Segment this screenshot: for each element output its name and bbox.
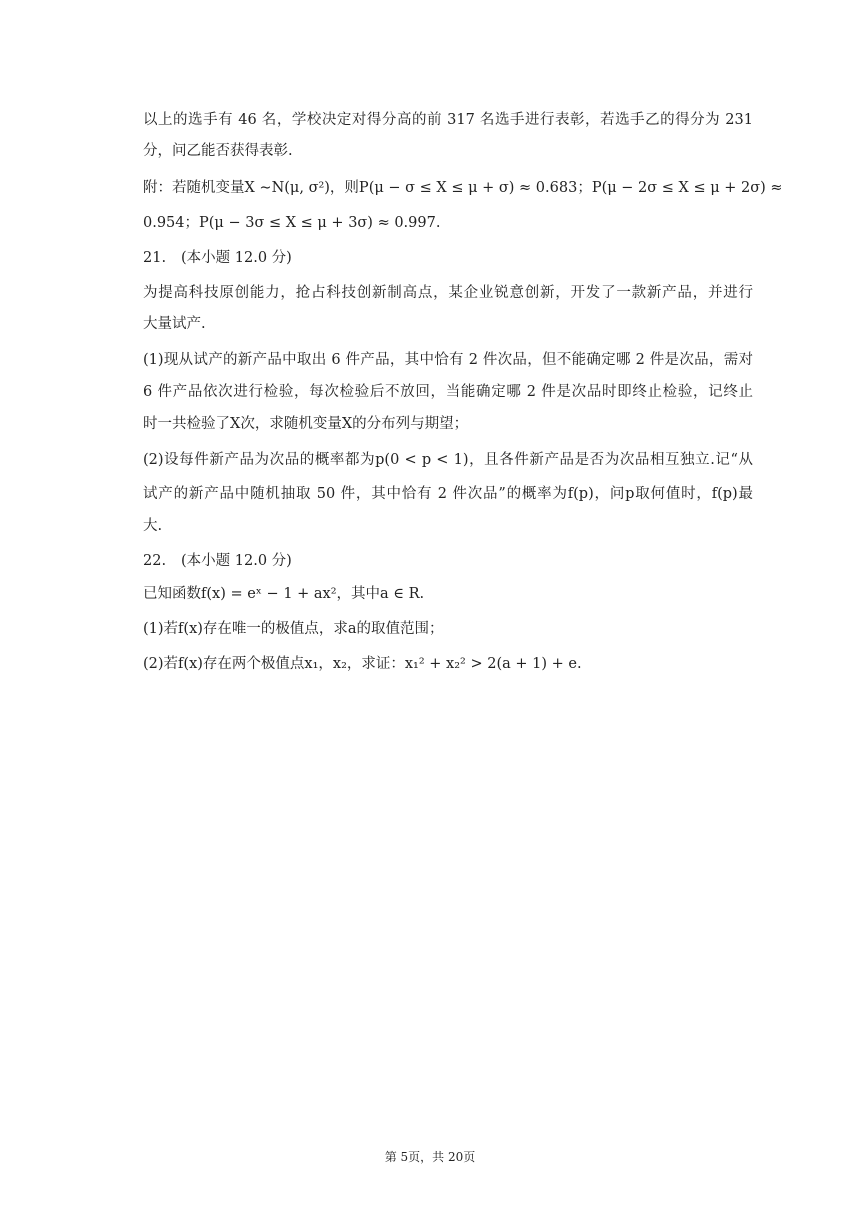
question-score: (本小题 12.0 分) [181, 250, 292, 266]
question-21-line: 试产的新产品中随机抽取 50 件，其中恰有 2 件次品”的概率为f(p)，问p取何值时，f(p)最 [143, 486, 753, 502]
question-22-line: (1)若f(x)存在唯一的极值点，求a的取值范围； [143, 621, 444, 637]
question-21-line: (1)现从试产的新产品中取出 6 件产品，其中恰有 2 件次品，但不能确定哪 2 件是次品，需对 [143, 352, 753, 368]
paragraph-line: 附：若随机变量X ∼N(μ, σ²)，则P(μ − σ ≤ X ≤ μ + σ) ≈ 0.683；P(μ − 2σ ≤ X ≤ μ + 2σ) ≈ [143, 180, 783, 196]
question-21-line: (2)设每件新产品为次品的概率都为p(0 < p < 1)，且各件新产品是否为次品相互独立.记“从 [143, 452, 753, 468]
question-score: (本小题 12.0 分) [181, 553, 292, 569]
paragraph-line: 以上的选手有 46 名，学校决定对得分高的前 317 名选手进行表彰，若选手乙的得分为 231 [143, 112, 753, 128]
question-22-line: 已知函数f(x) = eˣ − 1 + ax²，其中a ∈ R. [143, 586, 425, 602]
question-21-line: 大. [143, 518, 163, 534]
question-number: 22. [143, 553, 167, 569]
question-number: 21. [143, 250, 167, 266]
question-21-line: 大量试产. [143, 316, 206, 332]
question-22-line: (2)若f(x)存在两个极值点x₁，x₂，求证：x₁² + x₂² > 2(a + 1) + e. [143, 656, 582, 672]
page-number-footer: 第 5页，共 20页 [384, 1150, 476, 1164]
question-21-line: 时一共检验了X次，求随机变量X的分布列与期望； [143, 416, 469, 432]
question-22-header [143, 551, 753, 571]
question-21-header [143, 248, 753, 268]
question-21-line: 为提高科技原创能力，抢占科技创新制高点，某企业锐意创新，开发了一款新产品，并进行 [143, 285, 753, 301]
question-21-line: 6 件产品依次进行检验，每次检验后不放回，当能确定哪 2 件是次品时即终止检验，记终止 [143, 384, 753, 400]
paragraph-line: 分，问乙能否获得表彰. [143, 143, 293, 159]
paragraph-line: 0.954；P(μ − 3σ ≤ X ≤ μ + 3σ) ≈ 0.997. [143, 215, 441, 231]
